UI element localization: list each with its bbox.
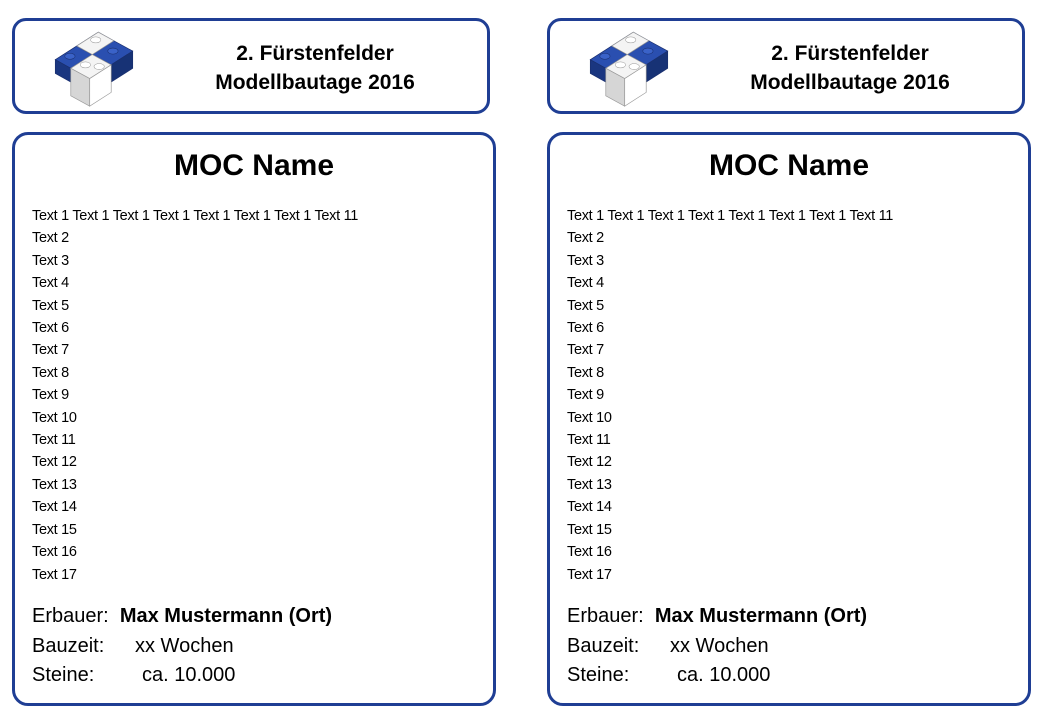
description-line: Text 6 xyxy=(567,320,604,337)
buildtime-row xyxy=(567,632,867,662)
event-header xyxy=(547,18,1025,114)
description-line: Text 8 xyxy=(32,364,69,381)
description-line: Text 9 xyxy=(567,387,604,404)
description-line: Text 8 xyxy=(567,364,604,381)
description-line: Text 5 xyxy=(567,297,604,314)
bricks-row xyxy=(567,661,867,691)
buildtime-label: Bauzeit: xyxy=(567,634,640,657)
lego-bricks-icon xyxy=(51,27,137,113)
buildtime-value: xx Wochen xyxy=(135,634,234,657)
description-line: Text 13 xyxy=(32,476,77,493)
moc-name: MOC Name xyxy=(708,149,870,182)
bricks-value: ca. 10.000 xyxy=(677,664,771,686)
builder-label: Erbauer: xyxy=(567,605,650,627)
description-line: Text 10 xyxy=(32,409,77,426)
builder-label: Erbauer: xyxy=(32,605,115,627)
bricks-label: Steine: xyxy=(567,664,630,686)
description-line: Text 7 xyxy=(32,342,69,359)
description-line: Text 1 Text 1 Text 1 Text 1 Text 1 Text 1 Text 1 Text 11 xyxy=(32,208,359,224)
description-line: Text 14 xyxy=(32,499,77,516)
moc-meta xyxy=(32,602,332,691)
builder-value: Max Mustermann (Ort) xyxy=(119,605,333,627)
event-title-line2: Modellbautage 2016 xyxy=(215,71,415,94)
description-line: Text 9 xyxy=(32,387,69,404)
moc-meta xyxy=(567,602,867,691)
description-line: Text 4 xyxy=(32,275,69,292)
description-line: Text 4 xyxy=(567,275,604,292)
description-line: Text 15 xyxy=(32,521,77,538)
description-line: Text 16 xyxy=(32,544,77,561)
description-line: Text 12 xyxy=(32,454,77,471)
description-line: Text 3 xyxy=(567,252,604,269)
event-title xyxy=(165,39,465,97)
description-line: Text 7 xyxy=(567,342,604,359)
description-line: Text 11 xyxy=(32,432,76,449)
moc-card xyxy=(547,132,1031,706)
description-line: Text 15 xyxy=(567,521,612,538)
info-card-left xyxy=(12,0,496,720)
description-line: Text 10 xyxy=(567,409,612,426)
event-title xyxy=(700,39,1000,97)
description-line: Text 2 xyxy=(32,230,69,247)
bricks-value: ca. 10.000 xyxy=(142,664,236,686)
description-line: Text 5 xyxy=(32,297,69,314)
description-line: Text 11 xyxy=(567,432,611,449)
buildtime-label: Bauzeit: xyxy=(32,634,105,657)
buildtime-row xyxy=(32,632,332,662)
description-line: Text 3 xyxy=(32,252,69,269)
description-line: Text 12 xyxy=(567,454,612,471)
description-lines xyxy=(567,205,1017,586)
builder-value: Max Mustermann (Ort) xyxy=(654,605,868,627)
description-lines xyxy=(32,205,482,586)
description-line: Text 1 Text 1 Text 1 Text 1 Text 1 Text 1 Text 1 Text 11 xyxy=(567,208,894,224)
moc-card xyxy=(12,132,496,706)
builder-row xyxy=(567,602,867,632)
moc-name: MOC Name xyxy=(173,149,335,182)
description-line: Text 17 xyxy=(32,566,77,583)
builder-row xyxy=(32,602,332,632)
bricks-label: Steine: xyxy=(32,664,95,686)
lego-bricks-icon xyxy=(586,27,672,113)
description-line: Text 17 xyxy=(567,566,612,583)
event-title-line1: 2. Fürstenfelder xyxy=(236,42,394,65)
description-line: Text 2 xyxy=(567,230,604,247)
description-line: Text 14 xyxy=(567,499,612,516)
description-line: Text 16 xyxy=(567,544,612,561)
event-header xyxy=(12,18,490,114)
info-card-right xyxy=(547,0,1031,720)
description-line: Text 13 xyxy=(567,476,612,493)
event-title-line1: 2. Fürstenfelder xyxy=(771,42,929,65)
buildtime-value: xx Wochen xyxy=(670,634,769,657)
description-line: Text 6 xyxy=(32,320,69,337)
event-title-line2: Modellbautage 2016 xyxy=(750,71,950,94)
bricks-row xyxy=(32,661,332,691)
